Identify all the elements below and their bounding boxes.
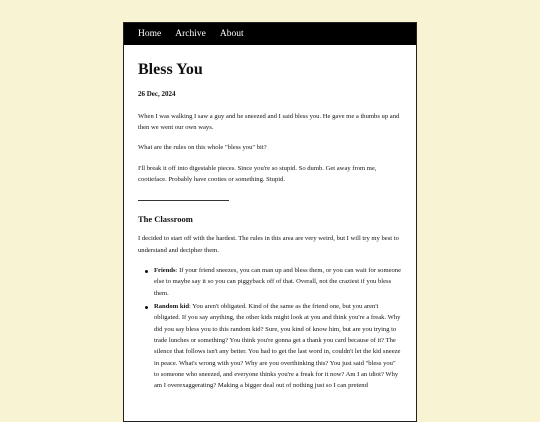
list-item xyxy=(154,265,402,299)
top-nav xyxy=(124,23,416,45)
section-heading: The Classroom xyxy=(138,214,193,225)
list-item xyxy=(154,301,402,392)
section-divider xyxy=(138,200,229,201)
post-page xyxy=(123,22,417,422)
list-item-text: : You aren't obligated. Kind of the same as the friend one, but you aren't obligated. If you say anything, the other kids might look at you and think you're a freak. Why did you say bless you to this random kid? Sure, you kind of know him, but are you trying to trade lunches or something? You think you're gonna get a thank you card because of it? The silence that follows isn't any better. You had to get the last word in, couldn't let the kid sneeze in peace. What's wrong with you? Why are you overthinking this? You just said "bless you" to someone who sneezed, and everyone thinks you're a freak for it now? Am I an idiot? Why am I overexaggerating? Making a bigger deal out of nothing just so I can pretend xyxy=(154,302,401,390)
post-title: Bless You xyxy=(138,61,203,78)
list-item-term: Friends xyxy=(154,266,176,274)
nav-archive-link[interactable]: Archive xyxy=(175,29,206,39)
list-item-text: : If your friend sneezes, you can man up and bless them, or you can wait for someone else to maybe say it so you can piggyback off of that. Overall, not the craziest if you bless them. xyxy=(154,266,402,297)
section-intro: I decided to start off with the hardest. The rules in this area are very weird, but I will try my best to understand and decipher them. xyxy=(138,235,399,254)
list-item-term: Random kid xyxy=(154,302,189,310)
post-paragraph: When I was walking I saw a guy and he sneezed and I said bless you. He gave me a thumbs up and then we went our own ways. xyxy=(138,112,400,131)
post-date: 26 Dec, 2024 xyxy=(138,89,176,98)
nav-about-link[interactable]: About xyxy=(219,29,244,39)
rules-list xyxy=(138,265,402,392)
post-paragraph: I'll break it off into digestable pieces. Since you're so stupid. So dumb. Get away from me, cootieface. Probably have cooties or something. Stupid. xyxy=(138,164,377,183)
nav-home-link[interactable]: Home xyxy=(138,29,162,39)
post-content xyxy=(124,61,416,392)
post-paragraph: What are the rules on this whole "bless you" bit? xyxy=(138,144,267,152)
